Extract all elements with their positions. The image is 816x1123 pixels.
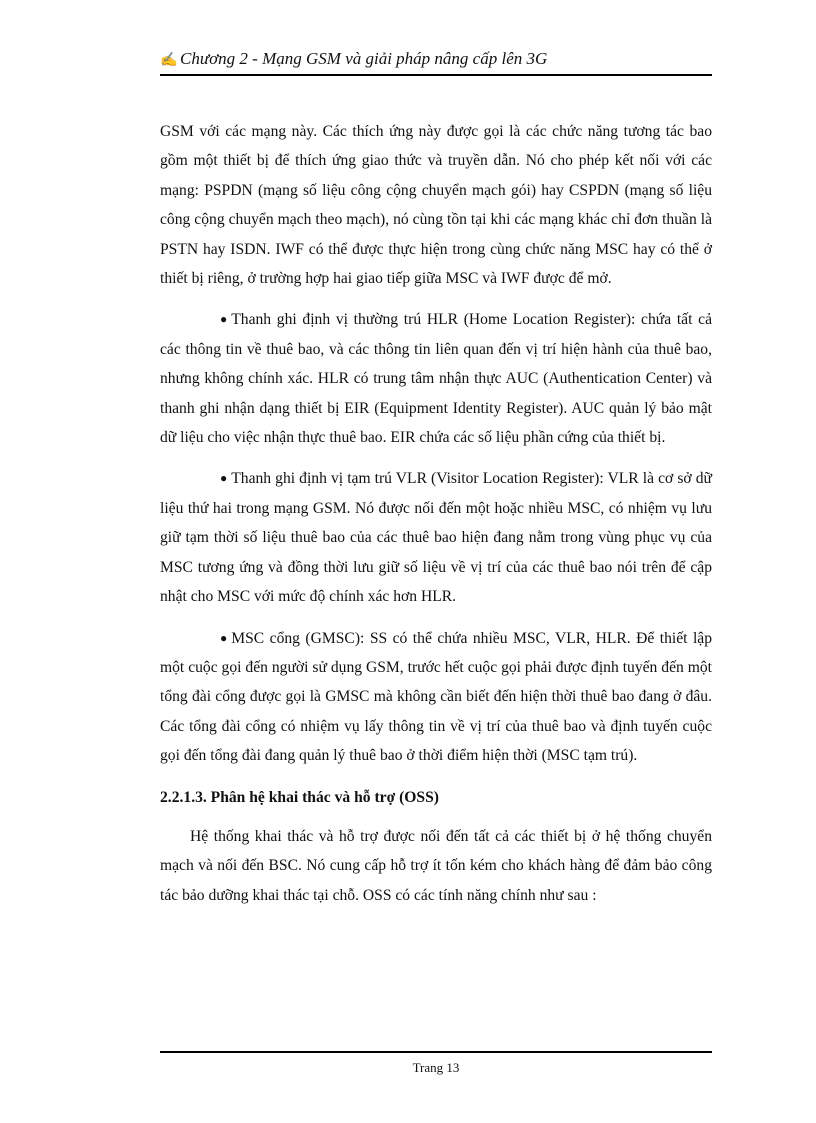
page-body	[160, 117, 712, 910]
bullet-icon: ●	[220, 630, 228, 645]
header-title: Chương 2 - Mạng GSM và giải pháp nâng cấp lên 3G	[180, 49, 548, 68]
footer-divider	[160, 1051, 712, 1053]
paragraph-iwf: GSM với các mạng này. Các thích ứng này được gọi là các chức năng tương tác bao gồm một thiết bị để thích ứng giao thức và truyền dẫn. Nó cho phép kết nối với các mạng: PSPDN (mạng số liệu công cộng chuyển mạch gói) hay CSPDN (mạng số liệu công cộng chuyển mạch theo mạch), nó cùng tồn tại khi các mạng khác chỉ đơn thuần là PSTN hay ISDN. IWF có thể được thực hiện trong cùng chức năng MSC hay có thể ở thiết bị riêng, ở trường hợp hai giao tiếp giữa MSC và IWF được để mở.	[160, 123, 712, 288]
section-heading: 2.2.1.3. Phân hệ khai thác và hỗ trợ (OSS)	[160, 788, 439, 806]
paragraph-oss: Hệ thống khai thác và hỗ trợ được nối đến tất cả các thiết bị ở hệ thống chuyển mạch và nối đến BSC. Nó cung cấp hỗ trợ ít tốn kém cho khách hàng để đảm bảo công tác bảo dưỡng khai thác tại chỗ. OSS có các tính năng chính như sau :	[160, 827, 712, 904]
bullet-hlr-text: Thanh ghi định vị thường trú HLR (Home Location Register): chứa tất cả các thông tin về thuê bao, và các thông tin liên quan đến vị trí hiện hành của thuê bao, nhưng không chính xác. HLR có trung tâm nhận thực AUC (Authentication Center) và thanh ghi nhận dạng thiết bị EIR (Equipment Identity Register). AUC quản lý bảo mật dữ liệu cho việc nhận thực thuê bao. EIR chứa các số liệu phần cứng của thiết bị.	[160, 311, 712, 447]
bullet-hlr	[160, 305, 712, 452]
writing-hand-icon: ✍	[160, 53, 178, 68]
bullet-icon: ●	[220, 312, 228, 327]
page-number: Trang 13	[412, 1060, 460, 1075]
bullet-vlr-text: Thanh ghi định vị tạm trú VLR (Visitor Location Register): VLR là cơ sở dữ liệu thứ hai trong mạng GSM. Nó được nối đến một hoặc nhiều MSC, có nhiệm vụ lưu giữ tạm thời số liệu thuê bao của các thuê bao hiện đang nằm trong vùng phục vụ của MSC tương ứng và đồng thời lưu giữ số liệu về vị trí của các thuê bao nói trên để cập nhật cho MSC với mức độ chính xác hơn HLR.	[160, 470, 712, 606]
page-header	[160, 48, 712, 76]
bullet-gmsc	[160, 624, 712, 771]
bullet-gmsc-text: MSC cổng (GMSC): SS có thể chứa nhiều MSC, VLR, HLR. Để thiết lập một cuộc gọi đến người sử dụng GSM, trước hết cuộc gọi phải được định tuyến đến một tổng đài cổng được gọi là GMSC mà không cần biết đến hiện thời thuê bao đang ở đâu. Các tổng đài cổng có nhiệm vụ lấy thông tin về vị trí của thuê bao và định tuyến cuộc gọi đến tổng đài đang quản lý thuê bao ở thời điểm hiện thời (MSC tạm trú).	[160, 629, 712, 765]
bullet-vlr	[160, 464, 712, 611]
bullet-icon: ●	[220, 471, 228, 486]
